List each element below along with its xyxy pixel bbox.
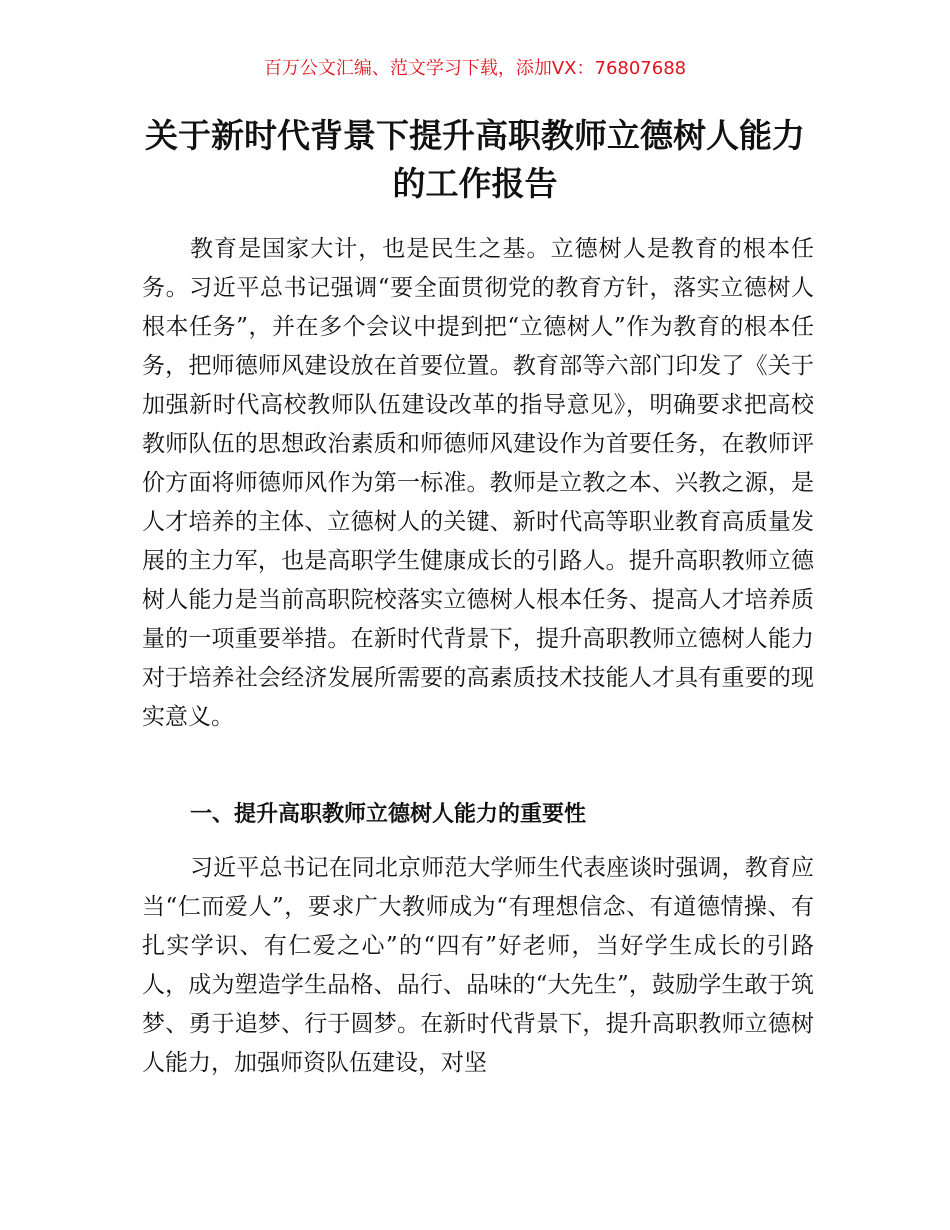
section-paragraph: 习近平总书记在同北京师范大学师生代表座谈时强调，教育应当“仁而爱人”，要求广大教师成为“有理想信念、有道德情操、有扎实学识、有仁爱之心”的“四有”好老师，当好学生成长的引路人，成为塑造学生品格、品行、品味的“大先生”，鼓励学生敢于筑梦、勇于追梦、行于圆梦。在新时代背景下，提升高职教师立德树人能力，加强师资队伍建设，对坚 <box>142 855 814 1076</box>
body-paragraph: 教育是国家大计，也是民生之基。立德树人是教育的根本任务。习近平总书记强调“要全面贯彻党的教育方针，落实立德树人根本任务”，并在多个会议中提到把“立德树人”作为教育的根本任务，把师德师风建设放在首要位置。教育部等六部门印发了《关于加强新时代高校教师队伍建设改革的指导意见》，明确要求把高校教师队伍的思想政治素质和师德师风建设作为首要任务，在教师评价方面将师德师风作为第一标准。教师是立教之本、兴教之源，是人才培养的主体、立德树人的关键、新时代高等职业教育高质量发展的主力军，也是高职学生健康成长的引路人。提升高职教师立德树人能力是当前高职院校落实立德树人根本任务、提高人才培养质量的一项重要举措。在新时代背景下，提升高职教师立德树人能力对于培养社会经济发展所需要的高素质技术技能人才具有重要的现实意义。 <box>142 236 814 730</box>
watermark-banner: 百万公文汇编、范文学习下载，添加VX：76807688 <box>263 58 687 79</box>
document-title: 关于新时代背景下提升高职教师立德树人能力的工作报告 <box>145 116 805 203</box>
section-heading: 一、提升高职教师立德树人能力的重要性 <box>190 802 587 827</box>
